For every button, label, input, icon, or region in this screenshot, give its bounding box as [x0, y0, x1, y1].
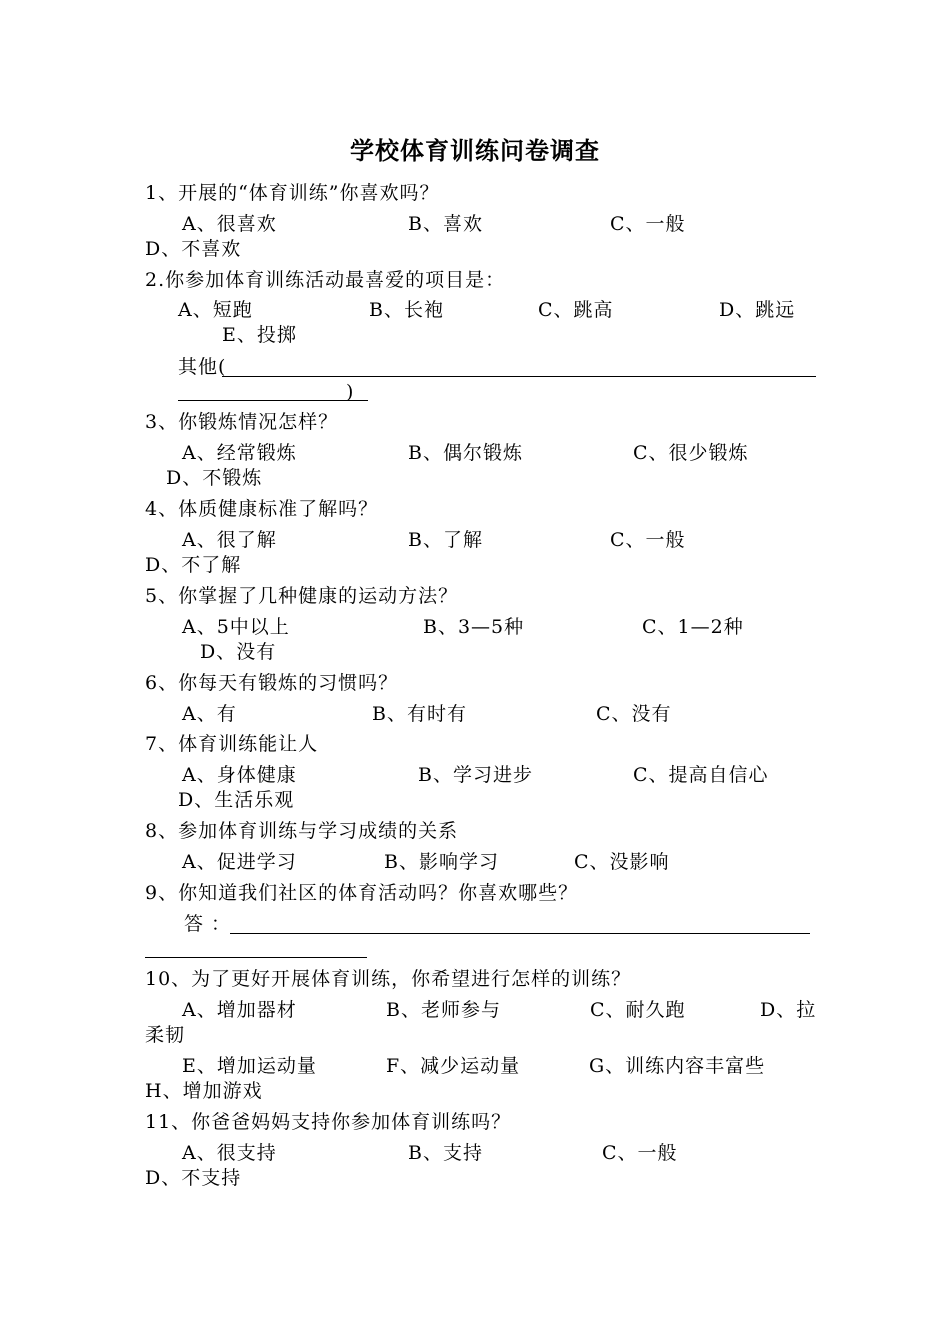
- question-3: 3、你锻炼情况怎样？: [145, 411, 339, 433]
- q10-option-a: A、增加器材: [182, 999, 297, 1021]
- q6-option-c: C、没有: [596, 703, 672, 725]
- question-6: 6、你每天有锻炼的习惯吗？: [145, 672, 399, 694]
- question-10: 10、为了更好开展体育训练，你希望进行怎样的训练？: [145, 968, 632, 990]
- q2-option-e: E、投掷: [222, 324, 297, 346]
- q4-option-c: C、一般: [610, 529, 686, 551]
- question-7: 7、体育训练能让人: [145, 733, 319, 755]
- q10-option-f: F、减少运动量: [386, 1055, 521, 1077]
- q11-option-c: C、一般: [602, 1142, 678, 1164]
- q7-option-b: B、学习进步: [418, 764, 533, 786]
- q10-option-d: D、拉: [760, 999, 817, 1021]
- q10-option-e: E、增加运动量: [182, 1055, 317, 1077]
- q3-option-b: B、偶尔锻炼: [408, 442, 523, 464]
- q11-option-a: A、很支持: [182, 1142, 277, 1164]
- q1-option-b: B、喜欢: [408, 213, 483, 235]
- q9-answer-underline: [230, 933, 810, 934]
- q5-option-b: B、3—5种: [423, 616, 525, 638]
- q2-option-b: B、长袍: [369, 299, 444, 321]
- question-9: 9、你知道我们社区的体育活动吗？你喜欢哪些？: [145, 882, 579, 904]
- question-5: 5、你掌握了几种健康的运动方法？: [145, 585, 459, 607]
- q2-other-underline: [222, 376, 816, 377]
- q4-option-d: D、不了解: [145, 554, 242, 576]
- q2-option-a: A、短跑: [178, 299, 253, 321]
- page-title: 学校体育训练问卷调查: [350, 137, 600, 165]
- q11-option-b: B、支持: [408, 1142, 483, 1164]
- q7-option-d: D、生活乐观: [178, 789, 295, 811]
- q6-option-a: A、有: [182, 703, 237, 725]
- q5-option-c: C、1—2种: [642, 616, 744, 638]
- q5-option-d: D、没有: [200, 641, 277, 663]
- q5-option-a: A、5中以上: [182, 616, 290, 638]
- q7-option-c: C、提高自信心: [633, 764, 769, 786]
- q1-option-d: D、不喜欢: [145, 238, 242, 260]
- q2-other-close: ): [346, 381, 355, 403]
- q4-option-b: B、了解: [408, 529, 483, 551]
- q8-option-a: A、促进学习: [182, 851, 297, 873]
- q7-option-a: A、身体健康: [182, 764, 297, 786]
- q1-option-a: A、很喜欢: [182, 213, 277, 235]
- q2-option-c: C、跳高: [538, 299, 614, 321]
- q2-other-underline-2: [178, 400, 368, 401]
- q11-option-d: D、不支持: [145, 1167, 242, 1189]
- q3-option-a: A、经常锻炼: [182, 442, 297, 464]
- question-1: 1、开展的“体育训练”你喜欢吗？: [145, 182, 440, 204]
- q10-option-c: C、耐久跑: [590, 999, 686, 1021]
- q9-answer-underline-2: [145, 957, 367, 958]
- q3-option-c: C、很少锻炼: [633, 442, 749, 464]
- q6-option-b: B、有时有: [372, 703, 467, 725]
- question-4: 4、体质健康标准了解吗？: [145, 498, 379, 520]
- question-2: 2.你参加体育训练活动最喜爱的项目是：: [145, 269, 506, 291]
- q2-other-label: 其他(: [178, 356, 227, 378]
- q4-option-a: A、很了解: [182, 529, 277, 551]
- q3-option-d: D、不锻炼: [166, 467, 263, 489]
- q10-option-b: B、老师参与: [386, 999, 501, 1021]
- question-11: 11、你爸爸妈妈支持你参加体育训练吗？: [145, 1111, 512, 1133]
- q2-option-d: D、跳远: [719, 299, 796, 321]
- question-8: 8、参加体育训练与学习成绩的关系: [145, 820, 459, 842]
- q9-answer-label: 答 ：: [184, 913, 232, 935]
- q8-option-c: C、没影响: [574, 851, 670, 873]
- q1-option-c: C、一般: [610, 213, 686, 235]
- q10-option-d-continued: 柔韧: [145, 1024, 186, 1046]
- q8-option-b: B、影响学习: [384, 851, 499, 873]
- q10-option-g: G、训练内容丰富些: [589, 1055, 766, 1077]
- q10-option-h: H、增加游戏: [145, 1080, 263, 1102]
